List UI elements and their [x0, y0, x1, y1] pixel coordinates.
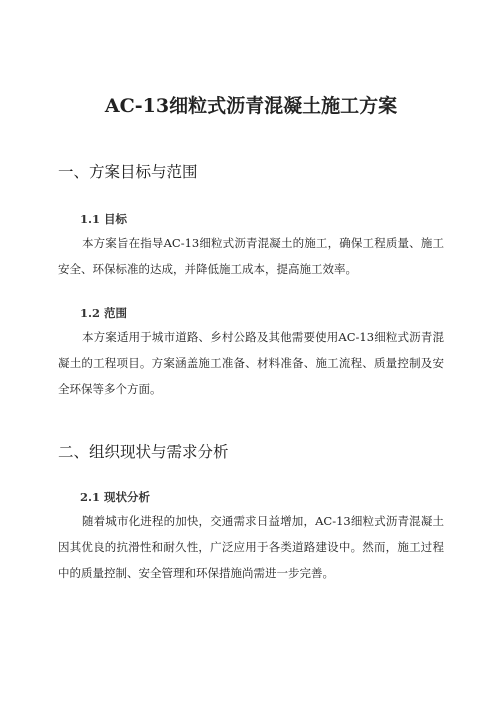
document-title: AC-13细粒式沥青混凝土施工方案	[104, 95, 398, 117]
subsection-heading-1-1: 1.1 目标	[80, 212, 128, 226]
subsection-heading-1-2: 1.2 范围	[80, 306, 128, 320]
paragraph-2-1: 随着城市化进程的加快，交通需求日益增加，AC-13细粒式沥青混凝土因其优良的抗滑性和耐久性，广泛应用于各类道路建设中。然而，施工过程中的质量控制、安全管理和环保措施尚需进一步完善。	[58, 514, 444, 580]
section-heading-2: 二、组织现状与需求分析	[58, 443, 229, 461]
paragraph-1-2: 本方案适用于城市道路、乡村公路及其他需要使用AC-13细粒式沥青混凝土的工程项目。方案涵盖施工准备、材料准备、施工流程、质量控制及安全环保等多个方面。	[58, 330, 444, 396]
subsection-heading-2-1: 2.1 现状分析	[80, 490, 151, 504]
section-heading-1: 一、方案目标与范围	[58, 163, 198, 181]
paragraph-1-1: 本方案旨在指导AC-13细粒式沥青混凝土的施工，确保工程质量、施工安全、环保标准的达成，并降低施工成本，提高施工效率。	[58, 236, 444, 276]
